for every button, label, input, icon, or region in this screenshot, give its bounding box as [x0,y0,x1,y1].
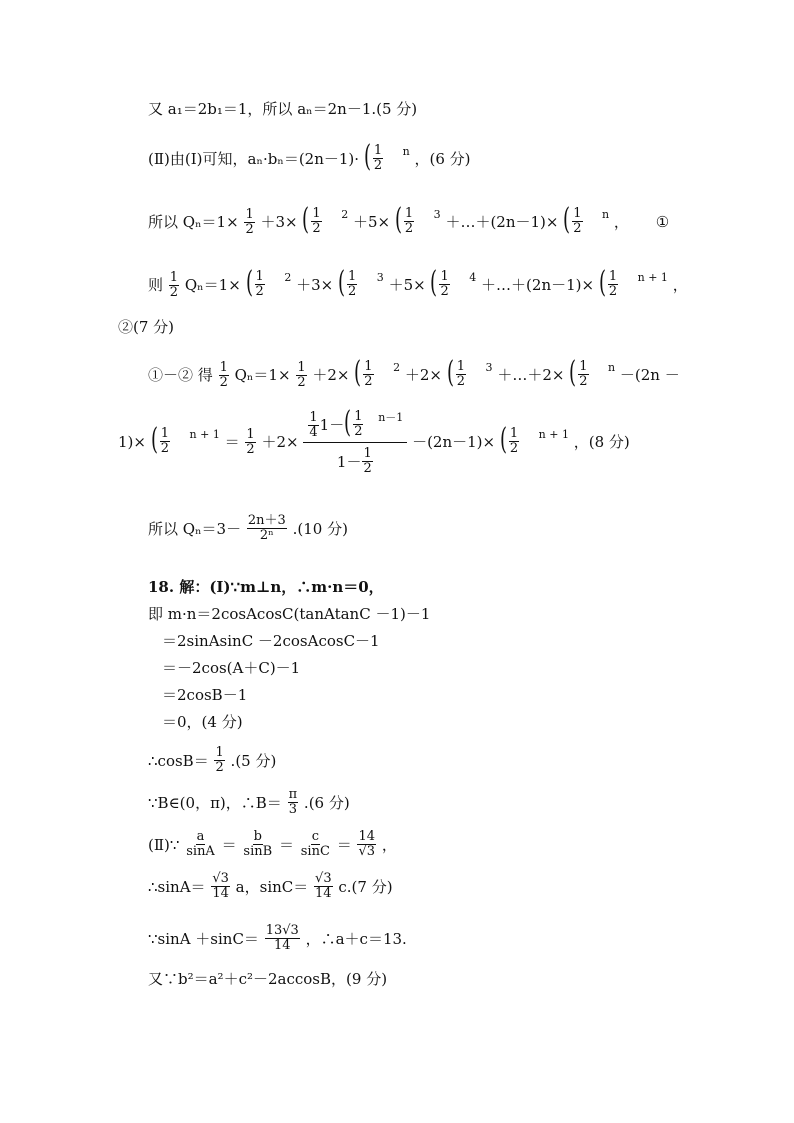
denominator: 2 [348,284,357,299]
text: c.(7 分) [338,877,393,896]
text: ＋5× [388,276,426,294]
problem-18-sina-sinc [148,872,393,901]
exponent: n [402,145,410,158]
text: ＝2cosB－1 [162,686,248,704]
text: －(2n－1)× [412,433,496,451]
numerator: 1 [509,426,519,441]
numerator: 1 [364,359,373,374]
fraction-root3-14 [314,872,333,901]
numerator: 1 [219,359,228,375]
numerator: 1 [456,359,466,374]
denominator: 14 [274,938,291,953]
line-mark-2 [118,316,174,337]
denominator: √3 [358,844,376,859]
exponent: n [602,208,610,221]
text: ，∴a＋c＝13. [305,929,407,948]
denominator: sinB [243,844,273,859]
denominator: 4 [309,424,318,440]
numerator: 1 [246,426,255,442]
paren-half [563,202,597,237]
text: ＋…＋(2n－1)× [445,213,559,231]
denominator: 2 [245,221,254,237]
exponent: 2 [341,208,349,221]
left-paren: ( [344,405,352,440]
fraction-a [185,830,216,859]
left-paren: ( [563,202,571,237]
fraction-quarter [308,411,318,440]
denominator: 2 [297,374,306,390]
problem-18-line-4 [162,684,247,705]
text: ②(7 分) [118,318,175,336]
text: (Ⅱ)∵ [148,835,180,854]
text: ∵B∈(0，π)，∴B＝ [148,793,282,812]
numerator: 2n＋3 [247,513,286,528]
text: ＝－2cos(A＋C)－1 [162,659,301,677]
text: ＋3× [260,213,298,231]
denominator: 2 [255,284,264,299]
line-half-qn [148,265,688,300]
text: ＝ [224,433,240,451]
denominator: 2 [509,441,519,456]
text: 又∵b²＝a²＋c²－2accosB，(9 分) [148,970,388,988]
denominator: 14 [315,886,332,901]
problem-18-cosb [148,746,276,775]
fraction-half [214,746,224,775]
numerator: 1 [354,409,363,424]
paren-half [394,202,429,237]
denominator: 2 [608,284,618,299]
denominator: sinC [300,844,330,859]
fraction-c [300,830,331,859]
exponent: n－1 [378,411,404,424]
paren-half [569,355,603,390]
paren-half [354,355,388,390]
numerator: 1 [160,426,170,441]
paren-half [150,422,185,457]
text: ， [381,835,397,854]
text: Qₙ＝1× [234,366,291,384]
exponent: n + 1 [189,428,220,441]
numerator: 1 [312,206,321,221]
fraction-root3-14 [211,872,230,901]
numerator: 1 [608,269,618,284]
fraction-q [247,514,287,543]
text: ， [672,276,688,294]
left-paren: ( [338,265,346,300]
line-an-bn [148,139,471,174]
equation-mark: ① [655,213,670,231]
text: a，sinC＝ [235,877,309,896]
fraction-pi-3 [288,788,299,817]
text: 又 a₁＝2b₁＝1，所以 aₙ＝2n－1.(5 分) [148,100,418,118]
problem-18-sine-law [148,830,397,859]
numerator: 1 [309,409,318,425]
left-paren: ( [302,202,310,237]
text: ， [613,213,629,231]
numerator: 1 [297,359,306,375]
numerator: 1 [363,446,372,461]
denominator: 2 [312,221,321,236]
numerator: 1 [404,206,414,221]
left-paren: ( [245,265,253,300]
denominator: 14 [212,886,229,901]
numerator: √3 [315,871,332,886]
numerator: 1 [348,269,357,284]
paren-half [245,265,280,300]
exponent: 3 [376,271,384,284]
denominator: 2 [373,158,383,173]
numerator: 1 [373,143,383,158]
geometric-sum-fraction [303,405,407,476]
denominator: 2 [219,374,228,390]
fraction-b [242,830,273,859]
problem-18-cosine-law [148,968,387,989]
numerator: a [196,829,205,844]
text: Qₙ＝1× [184,276,241,294]
exponent: n [608,361,616,374]
denominator: 2 [579,374,588,389]
numerator: 1 [440,269,449,284]
fraction-13root3-14 [265,924,300,953]
text: ，(8 分) [573,433,630,451]
numerator: 1 [245,206,254,222]
numerator: π [288,787,298,802]
paren-half [344,405,378,440]
denominator: 2 [246,441,255,457]
text: 1－ [319,416,345,434]
paren-half [446,355,481,390]
numerator: 13√3 [265,923,299,938]
paren-half [363,139,398,174]
text: .(5 分) [230,751,277,770]
denominator: 2 [169,284,179,300]
text: ＝ [221,835,237,854]
text: ＝ [278,835,294,854]
fraction-half [169,271,179,300]
text: ＋…＋(2n－1)× [481,276,595,294]
paren-half [302,202,336,237]
denominator: 2 [573,221,582,236]
text: ＝0，(4 分) [162,713,243,731]
text: (Ⅱ)由(Ⅰ)可知，aₙ·bₙ＝(2n－1)· [148,150,360,168]
fraction-half [219,361,229,390]
exponent: 4 [469,271,477,284]
left-paren: ( [394,202,402,237]
paren-half [598,265,633,300]
fraction-half [244,208,254,237]
left-paren: ( [430,265,438,300]
left-paren: ( [354,355,362,390]
left-paren: ( [150,422,158,457]
exponent: 2 [284,271,292,284]
text: ，(6 分) [414,150,471,168]
fraction-half [296,361,306,390]
denominator: 2 [404,221,414,236]
text: ①－② 得 [148,366,213,384]
numerator: 14 [358,829,376,844]
text: 18. 解：(Ⅰ)∵m⊥n，∴m·n＝0， [148,578,384,596]
problem-18-angle-b [148,788,350,817]
denominator: 2ⁿ [259,528,274,543]
line-a1-an [148,98,417,119]
problem-18-heading [148,576,384,597]
text: 则 [148,276,164,294]
line-qn-result [148,514,348,543]
numerator: b [253,829,262,844]
denominator: 2 [364,374,373,389]
exponent: 3 [485,361,493,374]
text: ∴sinA＝ [148,877,206,896]
line-sum-result [118,405,630,476]
denominator: 2 [363,461,372,476]
problem-18-line-5 [162,711,243,732]
line-qn-sum [148,202,670,237]
numerator: c [311,829,319,844]
text: －(2n － [619,366,680,384]
text: .(10 分) [292,519,348,538]
text: 所以 Qₙ＝3－ [148,519,242,538]
problem-18-line-3 [162,657,300,678]
left-paren: ( [569,355,577,390]
numerator: 1 [255,269,264,284]
denominator: 2 [160,441,170,456]
numerator: 1 [579,359,588,374]
problem-18-line-2 [162,630,380,651]
exponent: 3 [433,208,441,221]
denominator: 2 [456,374,466,389]
left-paren: ( [499,422,507,457]
fraction-half [245,428,255,457]
problem-18-line-1 [148,603,430,624]
text: ＋2× [261,433,299,451]
paren-half [430,265,464,300]
exponent: n + 1 [538,428,569,441]
problem-18-sum [148,924,407,953]
text: 即 m·n＝2cosAcosC(tanAtanC －1)－1 [148,605,431,623]
line-subtract [148,355,680,390]
left-paren: ( [598,265,606,300]
text: ∵sinA ＋sinC＝ [148,929,259,948]
text: ＋…＋2× [497,366,565,384]
paren-half [338,265,372,300]
numerator: 1 [573,206,582,221]
fraction-14-root3 [357,830,376,859]
exponent: 2 [393,361,401,374]
text: ＋5× [352,213,391,231]
numerator: 1 [215,745,224,760]
denominator: 3 [288,802,297,817]
left-paren: ( [363,139,371,174]
text: ＋2× [404,366,442,384]
denominator: 2 [354,424,363,439]
denominator: 2 [215,760,224,775]
text: ＝2sinAsinC －2cosAcosC－1 [162,632,380,650]
paren-half [499,422,534,457]
fraction-half [362,447,372,476]
text: .(6 分) [303,793,350,812]
text: 1－ [336,452,362,471]
left-paren: ( [446,355,454,390]
text: ＋2× [312,366,350,384]
text: ＝ [336,835,352,854]
text: ∴cosB＝ [148,751,209,770]
numerator: 1 [169,269,179,285]
text: 1)× [118,433,146,451]
text: ＋3× [296,276,334,294]
text: 所以 Qₙ＝1× [148,213,239,231]
denominator: sinA [186,844,215,859]
denominator: 2 [440,284,449,299]
numerator: √3 [212,871,229,886]
exponent: n + 1 [637,271,668,284]
